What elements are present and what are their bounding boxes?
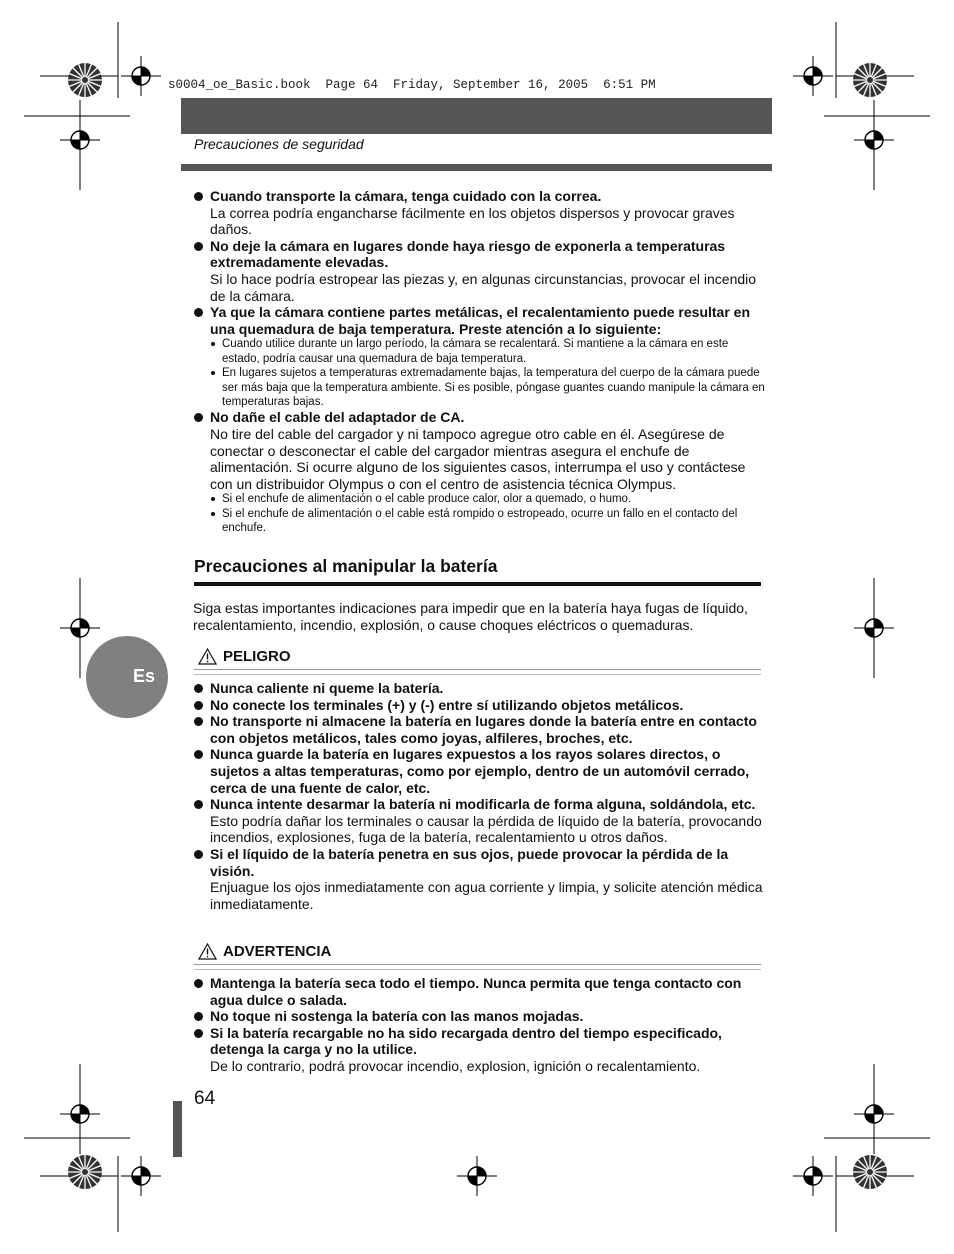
list-item	[193, 846, 768, 912]
item-title: Si el líquido de la batería penetra en sus ojos, puede provocar la pérdida de la visión.	[210, 845, 729, 879]
danger-rule	[194, 669, 761, 675]
list-item	[193, 188, 768, 238]
list-item	[193, 409, 768, 492]
header-bar	[181, 98, 772, 134]
warning-triangle-icon	[198, 943, 217, 960]
bullet-icon	[194, 750, 203, 759]
section-heading: Precauciones al manipular la batería	[194, 556, 498, 576]
bullet-icon	[194, 1029, 203, 1038]
sub-bullet-icon	[211, 497, 215, 501]
item-body: De lo contrario, podrá provocar incendio, explosion, ignición o recalentamiento.	[210, 1057, 701, 1074]
item-title: Nunca guarde la batería en lugares expuestos a los rayos solares directos, o sujetos a altas temperaturas, como por ejemplo, dentro de un automóvil cerrado, cerca de una fuente de calor, etc.	[210, 746, 750, 796]
danger-list	[193, 680, 768, 912]
warning-rule	[194, 964, 761, 970]
warning-list	[193, 975, 768, 1075]
list-item	[193, 796, 768, 846]
bullet-icon	[194, 800, 203, 809]
item-body: Si lo hace podría estropear las piezas y, en algunas circunstancias, provocar el incendio de la cámara.	[210, 270, 757, 304]
bullet-icon	[194, 242, 203, 251]
list-item	[193, 304, 768, 337]
danger-heading	[198, 648, 291, 665]
bullet-icon	[194, 684, 203, 693]
bullet-icon	[194, 850, 203, 859]
language-tab	[86, 636, 168, 718]
item-title: No deje la cámara en lugares donde haya riesgo de exponerla a temperaturas extremadamente elevadas.	[210, 237, 726, 271]
list-item	[193, 1025, 768, 1075]
warning-triangle-icon	[198, 648, 217, 665]
list-item	[193, 746, 768, 796]
sub-bullet-icon	[211, 512, 215, 516]
item-title: No conecte los terminales (+) y (-) entre sí utilizando objetos metálicos.	[210, 696, 684, 713]
sub-item-text: Si el enchufe de alimentación o el cable está rompido o estropeado, ocurre un fallo en el contacto del enchufe.	[222, 507, 738, 535]
bullet-icon	[194, 308, 203, 317]
list-item	[193, 680, 768, 697]
bullet-icon	[194, 1012, 203, 1021]
list-item	[193, 1008, 768, 1025]
language-tab-label: Es	[133, 666, 156, 686]
item-title: Si la batería recargable no ha sido recargada dentro del tiempo especificado, detenga la carga y no la utilice.	[210, 1024, 722, 1058]
item-title: Mantenga la batería seca todo el tiempo. Nunca permita que tenga contacto con agua dulce o salada.	[210, 975, 742, 1008]
warning-heading	[198, 943, 331, 960]
item-body: Enjuague los ojos inmediatamente con agua corriente y limpia, y solicite atención médica inmediatamente.	[210, 879, 763, 912]
page-number: 64	[194, 1088, 216, 1109]
section-intro: Siga estas importantes indicaciones para impedir que en la batería haya fugas de líquido, recalentamiento, incendio, explosión, o cause choques eléctricos o quemaduras.	[193, 600, 748, 633]
bullet-icon	[194, 701, 203, 710]
list-item	[193, 697, 768, 714]
bullet-icon	[194, 979, 203, 988]
heading-rule	[194, 582, 761, 586]
sub-item-text: Cuando utilice durante un largo período, la cámara se recalentará. Si mantiene a la cámara en este estado, podría causar una quemadura de baja temperatura.	[222, 338, 729, 365]
bullet-icon	[194, 717, 203, 726]
file-info: s0004_oe_Basic.book Page 64 Friday, September 16, 2005 6:51 PM	[168, 78, 656, 92]
item-title: Nunca caliente ni queme la batería.	[210, 680, 444, 696]
sub-list-item	[193, 492, 768, 506]
item-body: Esto podría dañar los terminales o causar la pérdida de líquido de la batería, provocando incendios, explosiones, fuga de la batería, recalentamiento u otros daños.	[210, 812, 762, 846]
sub-bullet-icon	[211, 342, 215, 346]
bullet-icon	[194, 192, 203, 201]
header-underbar	[181, 164, 772, 171]
page-edge-bar	[173, 1101, 182, 1157]
item-title: Cuando transporte la cámara, tenga cuidado con la correa.	[210, 188, 602, 204]
item-title: No transporte ni almacene la batería en lugares donde la batería entre en contacto con objetos metálicos, tales como joyas, alfileres, broches, etc.	[210, 713, 757, 746]
sub-item-text: En lugares sujetos a temperaturas extremadamente bajas, la temperatura del cuerpo de la cámara puede ser más baja que la temperatura ambiente. Si es posible, póngase guantes cuando manipule la cámara en temperaturas bajas.	[222, 367, 765, 408]
list-item	[193, 975, 768, 1008]
item-title: Ya que la cámara contiene partes metálicas, el recalentamiento puede resultar en una quemadura de baja temperatura. Preste atención a lo siguiente:	[210, 304, 751, 337]
sub-list-item	[193, 366, 768, 409]
item-title: Nunca intente desarmar la batería ni modificarla de forma alguna, soldándola, etc.	[210, 796, 756, 813]
list-item	[193, 238, 768, 304]
section-label: Precauciones de seguridad	[194, 136, 364, 152]
item-title: No toque ni sostenga la batería con las manos mojadas.	[210, 1008, 584, 1025]
sub-list-item	[193, 507, 768, 536]
bullet-icon	[194, 413, 203, 422]
danger-label: PELIGRO	[223, 648, 291, 665]
sub-list-item	[193, 337, 768, 366]
camera-precautions-list	[193, 188, 768, 536]
item-title: No dañe el cable del adaptador de CA.	[210, 409, 465, 426]
sub-bullet-icon	[211, 371, 215, 375]
item-body: No tire del cable del cargador y ni tampoco agregue otro cable en él. Asegúrese de conectar o desconectar el cable del cargador mientras asegura el enchufe de alimentación. Si ocurre alguno de los siguientes casos, interrumpa el uso y contáctese con un distribuidor Olympus o con el centro de asistencia técnica Olympus.	[210, 425, 746, 492]
sub-item-text: Si el enchufe de alimentación o el cable produce calor, olor a quemado, o humo.	[222, 493, 632, 506]
list-item	[193, 713, 768, 746]
item-body: La correa podría engancharse fácilmente en los objetos dispersos y provocar graves daños.	[210, 204, 735, 238]
warning-label: ADVERTENCIA	[223, 943, 332, 960]
